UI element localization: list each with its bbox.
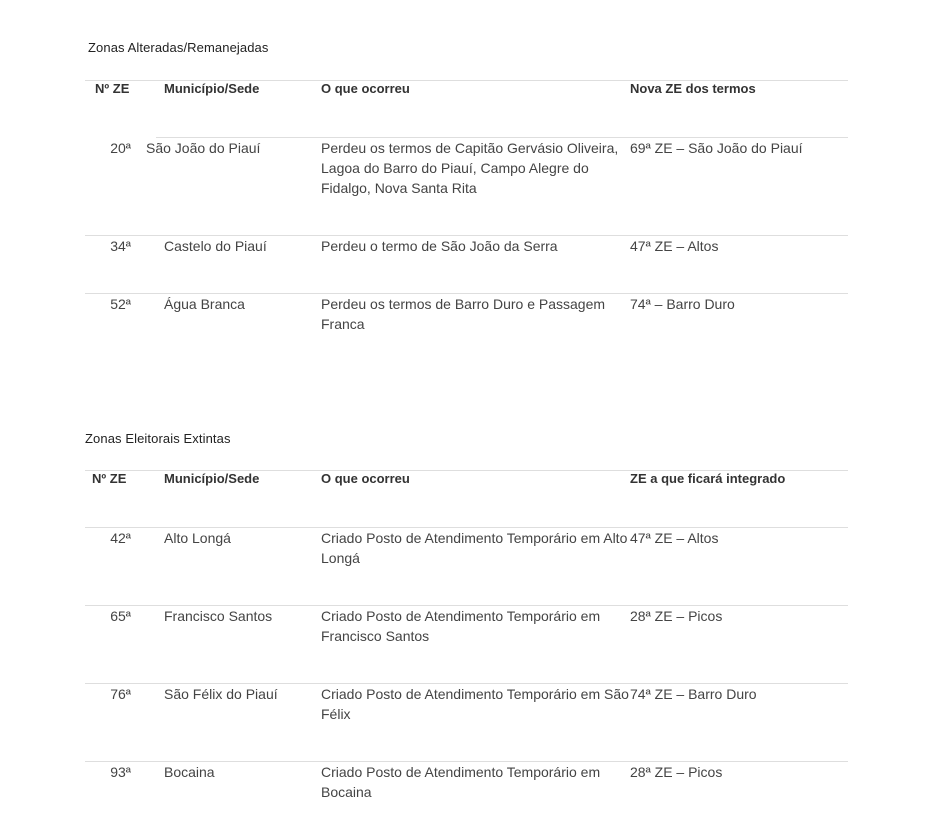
cell-num-ze: 93ª: [110, 764, 131, 780]
table-row: [85, 762, 848, 822]
cell-ocorreu: Perdeu os termos de Capitão Gervásio Oliveira, Lagoa do Barro do Piauí, Campo Alegre do Fidalgo, Nova Santa Rita: [321, 140, 619, 196]
cell-municipio: Alto Longá: [164, 530, 231, 546]
cell-integrado: 28ª ZE – Picos: [630, 608, 723, 624]
table-row: [85, 138, 848, 236]
cell-num-ze: 76ª: [110, 686, 131, 702]
cell-num-ze: 65ª: [110, 608, 131, 624]
cell-municipio: Bocaina: [164, 764, 215, 780]
cell-integrado: 74ª ZE – Barro Duro: [630, 686, 757, 702]
table-row: [85, 294, 848, 372]
cell-num-ze: 20ª: [110, 140, 131, 156]
cell-municipio: Castelo do Piauí: [164, 238, 267, 254]
header-ze-integrado: ZE a que ficará integrado: [630, 471, 786, 486]
cell-num-ze: 42ª: [110, 530, 131, 546]
table-header-row: [85, 471, 848, 528]
table-header-row: [85, 81, 848, 138]
header-num-ze: Nº ZE: [92, 471, 127, 486]
cell-num-ze: 34ª: [110, 238, 131, 254]
cell-ocorreu: Criado Posto de Atendimento Temporário em Bocaina: [321, 764, 601, 800]
cell-municipio: São João do Piauí: [146, 140, 261, 156]
section-title-alteradas: Zonas Alteradas/Remanejadas: [88, 40, 269, 55]
table-zonas-extintas: [85, 470, 848, 822]
table-row: [85, 606, 848, 684]
header-municipio: Município/Sede: [164, 471, 260, 486]
header-o-que-ocorreu: O que ocorreu: [321, 471, 410, 486]
cell-nova-ze: 74ª – Barro Duro: [630, 296, 735, 312]
header-divider-gap: [85, 137, 156, 138]
cell-municipio: Francisco Santos: [164, 608, 273, 624]
cell-municipio: Água Branca: [164, 296, 245, 312]
cell-ocorreu: Perdeu o termo de São João da Serra: [321, 238, 558, 254]
cell-num-ze: 52ª: [110, 296, 131, 312]
cell-integrado: 28ª ZE – Picos: [630, 764, 723, 780]
cell-ocorreu: Criado Posto de Atendimento Temporário em Alto Longá: [321, 530, 628, 566]
cell-ocorreu: Criado Posto de Atendimento Temporário em Francisco Santos: [321, 608, 601, 644]
cell-integrado: 47ª ZE – Altos: [630, 530, 719, 546]
header-o-que-ocorreu: O que ocorreu: [321, 81, 410, 96]
header-municipio: Município/Sede: [164, 81, 260, 96]
table-row: [85, 684, 848, 762]
header-num-ze: Nº ZE: [95, 81, 130, 96]
section-title-extintas: Zonas Eleitorais Extintas: [85, 431, 231, 446]
cell-ocorreu: Criado Posto de Atendimento Temporário em São Félix: [321, 686, 629, 722]
cell-ocorreu: Perdeu os termos de Barro Duro e Passagem Franca: [321, 296, 606, 332]
cell-nova-ze: 47ª ZE – Altos: [630, 238, 719, 254]
header-nova-ze: Nova ZE dos termos: [630, 81, 756, 96]
cell-municipio: São Félix do Piauí: [164, 686, 278, 702]
table-row: [85, 528, 848, 606]
table-zonas-alteradas: [85, 80, 848, 372]
cell-nova-ze: 69ª ZE – São João do Piauí: [630, 140, 803, 156]
table-row: [85, 236, 848, 294]
